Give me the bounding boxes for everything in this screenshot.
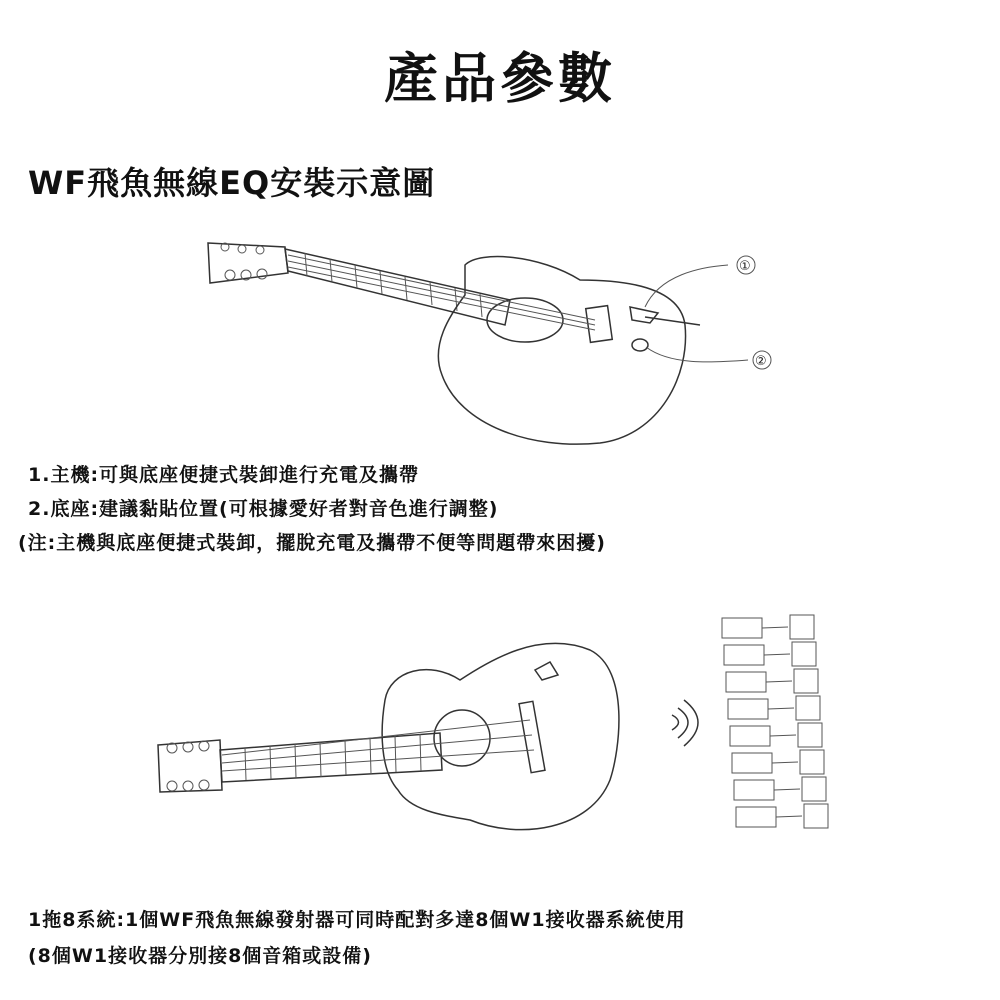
note-remark: (注:主機與底座便捷式裝卸，擺脫充電及攜帶不便等問題帶來困擾) <box>18 532 606 554</box>
note-receivers: (8個W1接收器分別接8個音箱或設備) <box>28 945 372 967</box>
receiver-array <box>722 615 828 828</box>
one-to-eight-diagram <box>140 600 860 850</box>
callout-1-label: ① <box>739 259 751 274</box>
note-system: 1拖8系統:1個WF飛魚無線發射器可同時配對多達8個W1接收器系統使用 <box>28 909 686 931</box>
page-title: 產品參數 <box>384 47 616 110</box>
guitar-install-diagram <box>180 225 780 465</box>
section-subtitle: WF飛魚無線EQ安裝示意圖 <box>28 164 436 202</box>
note-host: 1.主機:可與底座便捷式裝卸進行充電及攜帶 <box>28 464 420 486</box>
note-base: 2.底座:建議黏貼位置(可根據愛好者對音色進行調整) <box>28 498 499 520</box>
callout-2-label: ② <box>755 354 767 369</box>
